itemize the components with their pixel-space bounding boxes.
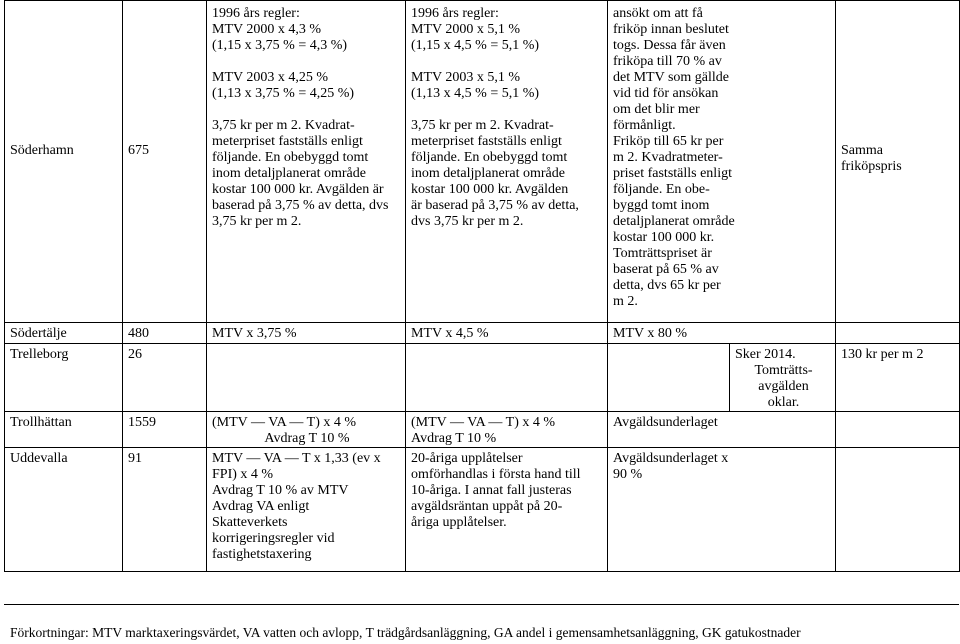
- population-cell: 26: [123, 344, 207, 412]
- rule-text-cell-3: [608, 344, 730, 412]
- rule-text-cell-2: 20-åriga upplåtelser omförhandlas i första hand till 10-åriga. I annat fall justeras avgäldsräntan uppåt på 20- åriga upplåtelser.: [406, 448, 608, 572]
- table-row-trollhattan: [5, 412, 960, 448]
- municipality-cell: Uddevalla: [5, 448, 123, 572]
- population-cell: 675: [123, 1, 207, 323]
- table-row-soderhamn: [5, 1, 960, 323]
- table-row-uddevalla: [5, 448, 960, 572]
- population-cell: 1559: [123, 412, 207, 448]
- rule-text-cell-2: 1996 års regler: MTV 2000 x 5,1 % (1,15 x 4,5 % = 5,1 %) MTV 2003 x 5,1 % (1,13 x 4,5 % = 5,1 %) 3,75 kr per m 2. Kvadrat- meterpriset fastställs enligt följande. En obebyggd tomt inom detaljplanerat område kostar 100 000 kr. Avgälden är baserad på 3,75 % av detta, dvs 3,75 kr per m 2.: [406, 1, 608, 323]
- population-cell: 480: [123, 323, 207, 344]
- rule-text-cell-1: MTV x 3,75 %: [207, 323, 406, 344]
- rule-text-cell-2: (MTV — VA — T) x 4 % Avdrag T 10 %: [406, 412, 608, 448]
- rule-text-cell-1: [207, 344, 406, 412]
- municipality-cell: Trelleborg: [5, 344, 123, 412]
- rule-text-cell-3: Avgäldsunderlaget x 90 %: [608, 448, 836, 572]
- rule-text-cell-3: Avgäldsunderlaget: [608, 412, 836, 448]
- leasehold-fee-table: [4, 0, 960, 572]
- table-row-sodertalje: [5, 323, 960, 344]
- friköp-cell: [836, 412, 960, 448]
- rule-text-cell-2: MTV x 4,5 %: [406, 323, 608, 344]
- rule-text-cell-2: [406, 344, 608, 412]
- note-cell: Sker 2014. Tomträtts- avgälden oklar.: [730, 344, 836, 412]
- friköp-cell: [836, 448, 960, 572]
- table-row-trelleborg: [5, 344, 960, 412]
- municipality-cell: Söderhamn: [5, 1, 123, 323]
- rule-text-cell-1: MTV — VA — T x 1,33 (ev x FPI) x 4 % Avdrag T 10 % av MTV Avdrag VA enligt Skatteverkets korrigeringsregler vid fastighetstaxering: [207, 448, 406, 572]
- rule-text-cell-3: ansökt om att få friköp innan beslutet togs. Dessa får även friköpa till 70 % av det MTV som gällde vid tid för ansökan om det blir mer förmånligt. Friköp till 65 kr per m 2. Kvadratmeter- priset fastställs enligt följande. En obe- byggd tomt inom detaljplanerat område kostar 100 000 kr. Tomträttspriset är baserat på 65 % av detta, dvs 65 kr per m 2.: [608, 1, 836, 323]
- friköp-cell: [836, 323, 960, 344]
- friköp-cell: 130 kr per m 2: [836, 344, 960, 412]
- footnote-separator: [4, 604, 959, 605]
- rule-text-cell-1: (MTV — VA — T) x 4 % Avdrag T 10 %: [207, 412, 406, 448]
- municipality-cell: Södertälje: [5, 323, 123, 344]
- abbreviations-footnote: Förkortningar: MTV marktaxeringsvärdet, VA vatten och avlopp, T trädgårdsanläggning, GA andel i gemensamhetsanläggning, GK gatukostnader: [10, 625, 801, 640]
- friköp-cell: Samma friköpspris: [836, 1, 960, 323]
- municipality-cell: Trollhättan: [5, 412, 123, 448]
- rule-text-cell-1: 1996 års regler: MTV 2000 x 4,3 % (1,15 x 3,75 % = 4,3 %) MTV 2003 x 4,25 % (1,13 x 3,75 % = 4,25 %) 3,75 kr per m 2. Kvadrat- meterpriset fastställs enligt följande. En obebyggd tomt inom detaljplanerat område kostar 100 000 kr. Avgälden är baserad på 3,75 % av detta, dvs 3,75 kr per m 2.: [207, 1, 406, 323]
- population-cell: 91: [123, 448, 207, 572]
- rule-text-cell-3: MTV x 80 %: [608, 323, 836, 344]
